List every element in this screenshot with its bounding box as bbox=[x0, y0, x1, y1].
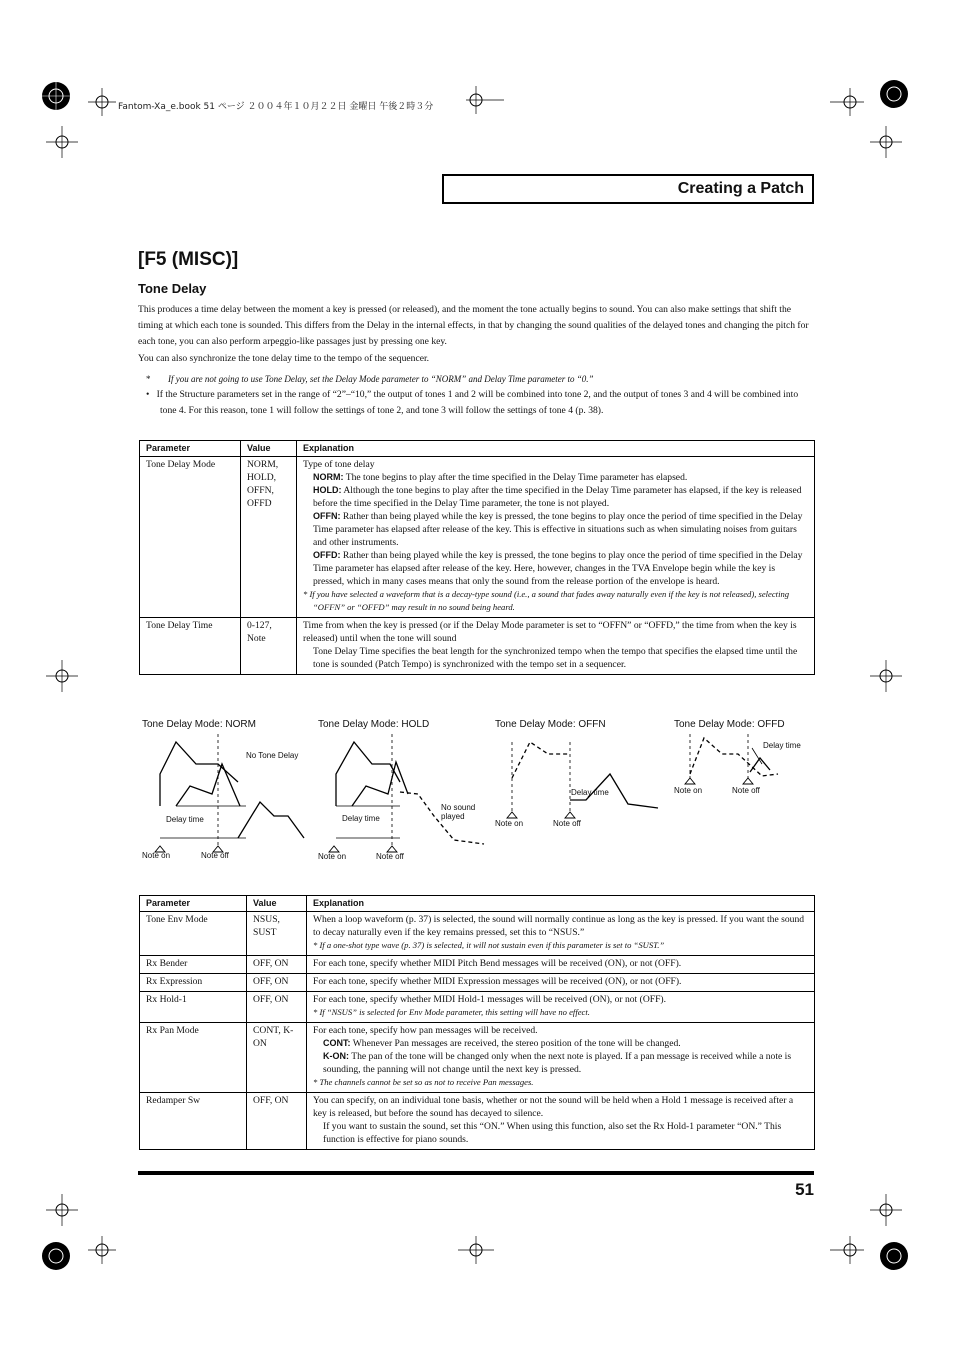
label-no-tone-delay: No Tone Delay bbox=[246, 751, 299, 760]
explanation-cell bbox=[297, 457, 815, 618]
table-row bbox=[140, 956, 815, 974]
registration-mark-right-lower bbox=[868, 1192, 908, 1232]
label-no-sound: No sound bbox=[441, 803, 476, 812]
table-row bbox=[140, 618, 815, 675]
explanation-cell bbox=[307, 1093, 815, 1150]
label-note-off: Note off bbox=[376, 852, 404, 861]
mode-label: HOLD: bbox=[313, 485, 342, 495]
explanation-cell: For each tone, specify whether MIDI Pitch Bend messages will be received (ON), or not (OFF). bbox=[307, 956, 815, 974]
explanation-text: When a loop waveform (p. 37) is selected, the sound will normally continue as long as the key is pressed. If you want the sound to decay naturally even if the key remains pressed, set this to “NSUS.” bbox=[313, 914, 805, 938]
param-cell: Tone Delay Mode bbox=[140, 457, 241, 618]
mode-text: Whenever Pan messages are received, the stereo position of the tone will be changed. bbox=[350, 1038, 681, 1049]
value-cell: 0-127, Note bbox=[241, 618, 297, 675]
value-cell: OFF, ON bbox=[247, 974, 307, 992]
param-cell: Rx Bender bbox=[140, 956, 247, 974]
print-metadata: Fantom-Xa_e.book 51 ページ ２００４年１０月２２日 金曜日 午後２時３分 bbox=[118, 102, 434, 112]
registration-mark-left-lower bbox=[44, 1192, 84, 1232]
intro-paragraph-2: You can also synchronize the tone delay time to the tempo of the sequencer. bbox=[138, 353, 430, 364]
label-note-off: Note off bbox=[553, 819, 581, 828]
hold-envelope-direct bbox=[336, 742, 400, 806]
note-off-marker bbox=[565, 812, 575, 818]
explanation-intro: Time from when the key is pressed (or if the Delay Mode parameter is set to “OFFN” or “OFFD,” the time from when the key is released) until when the tone will sound bbox=[303, 620, 797, 644]
norm-envelope-delayed-1 bbox=[176, 764, 240, 806]
mode-item bbox=[303, 549, 808, 588]
hold-envelope-delayed bbox=[352, 762, 408, 806]
param-cell: Rx Hold-1 bbox=[140, 992, 247, 1023]
explanation-text: For each tone, specify how pan messages will be received. bbox=[313, 1025, 538, 1036]
mode-label: OFFD: bbox=[313, 550, 341, 560]
note-off-marker bbox=[743, 778, 753, 784]
footer-rule bbox=[138, 1171, 814, 1175]
header-parameter: Parameter bbox=[140, 441, 241, 457]
mode-label: K-ON: bbox=[323, 1051, 349, 1061]
mode-label: OFFN: bbox=[313, 511, 341, 521]
table-row bbox=[140, 912, 815, 956]
note-text: If you are not going to use Tone Delay, set the Delay Mode parameter to “NORM” and Delay Time parameter to “0.” bbox=[168, 374, 594, 384]
diagram-title-offd: Tone Delay Mode: OFFD bbox=[674, 719, 785, 730]
explanation-extra: If you want to sustain the sound, set this “ON.” When using this function, also set the Rx Hold-1 parameter “ON.” This function is effective for piano sounds. bbox=[323, 1121, 782, 1145]
explanation-intro: Type of tone delay bbox=[303, 459, 375, 470]
header-value: Value bbox=[247, 896, 307, 912]
mode-text: Rather than being played while the key is pressed, the tone begins to play once the period of time specified in the Delay Time parameter has elapsed after release of the key. Here, however, changes in the TVA Envelope begin while the key is pressed, which in many cases means that only the sound from the release portion of the envelope is heard. bbox=[313, 550, 803, 587]
registration-mark-top-left bbox=[36, 72, 116, 132]
explanation-extra: Tone Delay Time specifies the beat length for the synchronized tempo when the tempo that specifies the elapsed time until the tone is sounded (Patch Tempo) is synchronized with the tempo set in a sequencer. bbox=[313, 646, 798, 670]
table-row bbox=[140, 974, 815, 992]
chapter-header-box bbox=[442, 174, 814, 204]
mode-label: NORM: bbox=[313, 472, 344, 482]
chapter-title: Creating a Patch bbox=[677, 180, 804, 197]
param-cell: Redamper Sw bbox=[140, 1093, 247, 1150]
mode-item bbox=[303, 471, 808, 484]
mode-text: The tone begins to play after the time specified in the Delay Time parameter has elapsed. bbox=[343, 472, 688, 483]
table-row bbox=[140, 1093, 815, 1150]
registration-mark-left-middle bbox=[44, 658, 84, 698]
note-asterisk: * bbox=[146, 374, 151, 384]
param-cell: Rx Pan Mode bbox=[140, 1023, 247, 1093]
tone-delay-table bbox=[139, 440, 815, 675]
explanation-cell bbox=[307, 992, 815, 1023]
label-note-off: Note off bbox=[201, 851, 229, 860]
offn-envelope-muted bbox=[512, 742, 570, 778]
label-delay-time: Delay time bbox=[571, 788, 609, 797]
mode-item bbox=[303, 510, 808, 549]
mode-item bbox=[313, 1037, 808, 1050]
table-header-row bbox=[140, 441, 815, 457]
registration-mark-bottom-center bbox=[456, 1232, 496, 1272]
mode-item bbox=[313, 1050, 808, 1076]
mode-item bbox=[303, 484, 808, 510]
mode-text: The pan of the tone will be changed only when the next note is played. If a pan message is received while a note is sounding, the panning will not change until the next key is pressed. bbox=[323, 1051, 792, 1075]
explanation-cell bbox=[307, 912, 815, 956]
section-title: [F5 (MISC)] bbox=[138, 249, 239, 270]
registration-mark-bottom-right bbox=[830, 1228, 920, 1288]
mode-text: Rather than being played while the key is pressed, the tone begins to play once the period of time specified in the Delay Time parameter has elapsed after release of the key. This is effective in situations such as when simulating noises from guitars and other instruments. bbox=[313, 511, 803, 548]
label-note-off: Note off bbox=[732, 786, 760, 795]
param-cell: Rx Expression bbox=[140, 974, 247, 992]
explanation-text: You can specify, on an individual tone basis, whether or not the sound will be held when a Hold 1 message is received after a key is released, but before the sound has decayed to silence. bbox=[313, 1095, 794, 1119]
table-row bbox=[140, 992, 815, 1023]
label-note-on: Note on bbox=[318, 852, 347, 861]
diagram-title-hold: Tone Delay Mode: HOLD bbox=[318, 719, 430, 730]
mode-label: CONT: bbox=[323, 1038, 351, 1048]
header-value: Value bbox=[241, 441, 297, 457]
diagram-title-norm: Tone Delay Mode: NORM bbox=[142, 719, 256, 730]
header-parameter: Parameter bbox=[140, 896, 247, 912]
tone-delay-note bbox=[138, 371, 814, 387]
param-cell: Tone Delay Time bbox=[140, 618, 241, 675]
page-number: 51 bbox=[795, 1180, 814, 1199]
misc-parameters-table bbox=[139, 895, 815, 1150]
label-note-on: Note on bbox=[495, 819, 524, 828]
value-cell: CONT, K-ON bbox=[247, 1023, 307, 1093]
registration-mark-left-upper bbox=[44, 124, 84, 164]
note-on-marker bbox=[507, 812, 517, 818]
value-cell: NORM, HOLD, OFFN, OFFD bbox=[241, 457, 297, 618]
value-cell: NSUS, SUST bbox=[247, 912, 307, 956]
table-row bbox=[140, 457, 815, 618]
registration-mark-right-middle bbox=[868, 658, 908, 698]
structure-bullet bbox=[138, 387, 814, 419]
table-header-row bbox=[140, 896, 815, 912]
table-note: * If a one-shot type wave (p. 37) is selected, it will not sustain even if this parameter is set to “SUST.” bbox=[313, 940, 665, 950]
norm-envelope-delayed-2 bbox=[238, 802, 304, 838]
value-cell: OFF, ON bbox=[247, 992, 307, 1023]
explanation-cell bbox=[307, 1023, 815, 1093]
explanation-cell: For each tone, specify whether MIDI Expression messages will be received (ON), or not (OFF). bbox=[307, 974, 815, 992]
value-cell: OFF, ON bbox=[247, 1093, 307, 1150]
table-note: * If “NSUS” is selected for Env Mode parameter, this setting will have no effect. bbox=[313, 1007, 590, 1017]
note-on-marker bbox=[685, 778, 695, 784]
label-delay-time: Delay time bbox=[166, 815, 204, 824]
label-played: played bbox=[441, 812, 465, 821]
table-note: * If you have selected a waveform that is a decay-type sound (i.e., a sound that fades away naturally even if the key is not released), selecting “OFFN” or “OFFD” may result in no sound being heard. bbox=[303, 589, 790, 612]
registration-mark-bottom-left bbox=[36, 1228, 116, 1288]
registration-mark-top-center bbox=[466, 80, 506, 120]
tone-delay-mode-diagrams bbox=[138, 734, 828, 864]
bullet-text: If the Structure parameters set in the range of “2”–“10,” the output of tones 1 and 2 will be combined into tone 2, and the output of tones 3 and 4 will be combined into tone 4. For this reason, tone 1 will follow the settings of tone 2, and tone 3 will follow the settings of tone 4 (p. 38). bbox=[156, 389, 799, 416]
explanation-cell bbox=[297, 618, 815, 675]
table-note: * The channels cannot be set so as not to receive Pan messages. bbox=[313, 1077, 534, 1087]
param-cell: Tone Env Mode bbox=[140, 912, 247, 956]
label-note-on: Note on bbox=[142, 851, 171, 860]
registration-mark-right-upper bbox=[868, 124, 908, 164]
label-note-on: Note on bbox=[674, 786, 703, 795]
diagram-title-offn: Tone Delay Mode: OFFN bbox=[495, 719, 606, 730]
explanation-text: For each tone, specify whether MIDI Hold-1 messages will be received (ON), or not (OFF). bbox=[313, 994, 667, 1005]
mode-text: Although the tone begins to play after the time specified in the Delay Time parameter has elapsed, if the key is released before the time specified in the Delay Time parameter, the tone is not played. bbox=[313, 485, 802, 509]
header-explanation: Explanation bbox=[307, 896, 815, 912]
table-row bbox=[140, 1023, 815, 1093]
value-cell: OFF, ON bbox=[247, 956, 307, 974]
intro-paragraph: This produces a time delay between the moment a key is pressed (or released), and the moment the tone actually begins to sound. You can also make settings that shift the timing at which each tone is sounded. This differs from the Delay in the internal effects, in that by changing the sound qualities of the delayed tones and changing the pitch for each tone, you can also perform arpeggio-like passages just by pressing one key. bbox=[138, 304, 809, 347]
subsection-title: Tone Delay bbox=[138, 281, 207, 296]
bullet-mark: • bbox=[146, 389, 150, 400]
header-explanation: Explanation bbox=[297, 441, 815, 457]
label-delay-time: Delay time bbox=[342, 814, 380, 823]
label-delay-time: Delay time bbox=[763, 741, 801, 750]
registration-mark-top-right bbox=[830, 72, 920, 132]
